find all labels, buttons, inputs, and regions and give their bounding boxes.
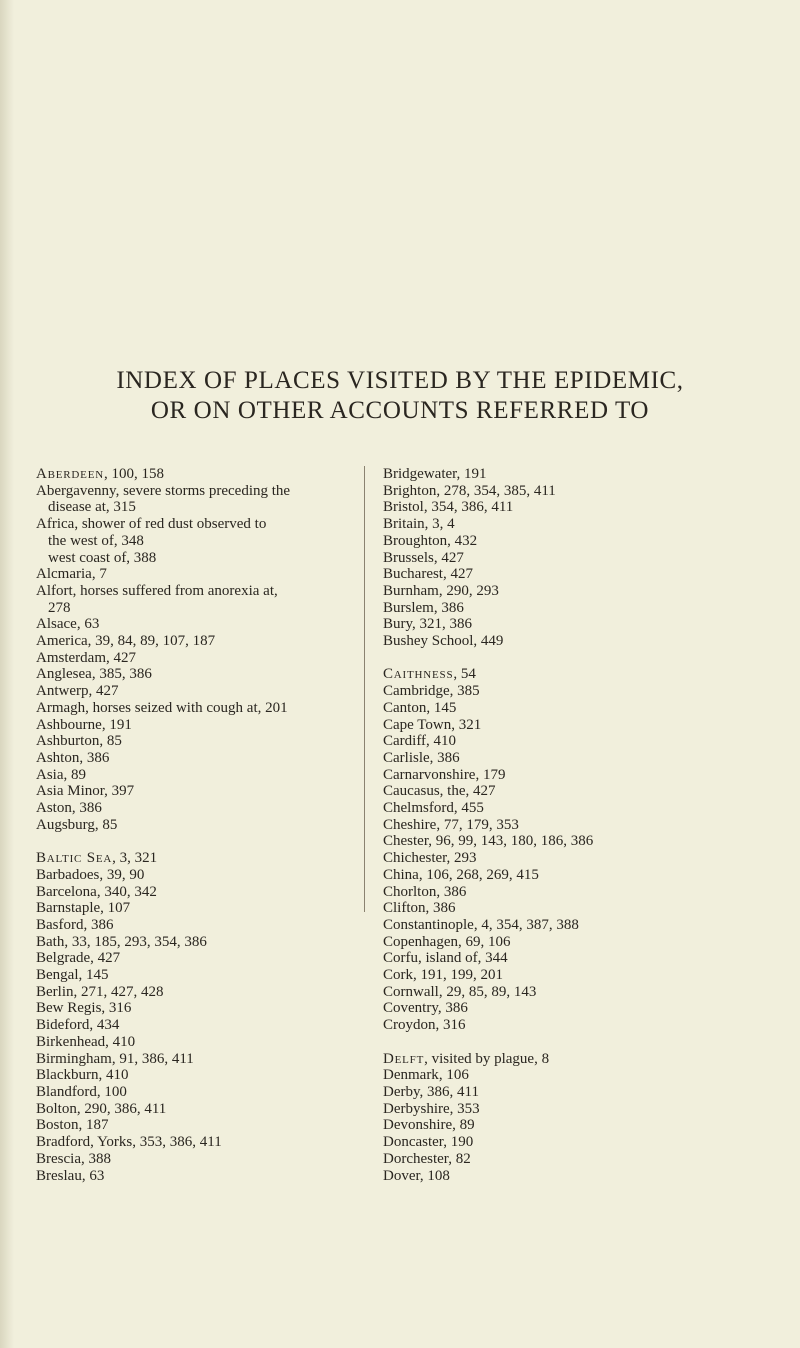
index-entry <box>383 499 783 516</box>
index-entry <box>383 566 783 583</box>
entry-place: Clifton <box>383 900 426 917</box>
index-entry <box>383 700 783 717</box>
entry-details: , 388 <box>80 1150 111 1167</box>
index-entry <box>383 850 783 867</box>
entry-place: Bradford, Yorks <box>36 1134 133 1151</box>
entry-place: Bolton <box>36 1100 77 1117</box>
entry-details: , 179 <box>475 766 506 783</box>
entry-place: Armagh <box>36 699 86 716</box>
index-entry <box>36 1084 356 1101</box>
page-spine-shadow <box>0 0 14 1348</box>
entry-place: Cape Town <box>383 716 452 733</box>
entry-place: Bridgewater <box>383 466 457 482</box>
entry-details: , visited by plague, 8 <box>424 1050 550 1067</box>
entry-place: Derbyshire <box>383 1100 450 1117</box>
entry-place: Burnham <box>383 582 439 599</box>
entry-details: , 39, 84, 89, 107, 187 <box>87 633 216 650</box>
entry-place: Alfort <box>36 582 73 599</box>
index-entry <box>383 1051 783 1068</box>
entry-place: Bengal <box>36 967 79 984</box>
entry-details: , 353, 386, 411 <box>132 1134 222 1151</box>
entry-place: Brescia <box>36 1150 81 1167</box>
entry-place: Cork <box>383 967 413 984</box>
entry-place: Chorlton <box>383 883 437 900</box>
entry-details: , 85 <box>99 733 122 750</box>
entry-continuation: disease at, 315 <box>48 499 136 516</box>
entry-details: , 145 <box>78 967 109 984</box>
index-entry <box>36 666 356 683</box>
entry-place: Alsace <box>36 616 77 633</box>
entry-place: Bristol <box>383 499 424 516</box>
entry-place: Cardiff <box>383 733 427 750</box>
entry-details: , 427 <box>442 566 473 583</box>
index-entry <box>383 666 783 683</box>
entry-details: , 63 <box>81 1167 105 1184</box>
entry-details: , 397 <box>104 783 135 800</box>
entry-details: , 63 <box>76 616 100 633</box>
entry-place: Africa <box>36 516 75 533</box>
entry-details: , 321, 386 <box>412 616 473 633</box>
entry-place: Denmark <box>383 1067 439 1084</box>
entry-details: , 107 <box>100 900 131 917</box>
index-entry <box>36 1067 356 1084</box>
entry-place: China <box>383 866 419 883</box>
entry-place: Caucasus, the <box>383 783 466 800</box>
index-entry <box>383 600 783 617</box>
entry-details: , 385 <box>449 683 480 700</box>
entry-place: Abergavenny <box>36 482 116 499</box>
entry-details: , 410 <box>98 1067 129 1084</box>
index-entry <box>383 750 783 767</box>
index-entry <box>383 533 783 550</box>
index-entry <box>36 750 356 767</box>
index-title-line-2: OR ON OTHER ACCOUNTS REFERRED TO <box>150 397 650 424</box>
entry-place: Belgrade <box>36 950 91 967</box>
index-entry <box>36 1017 356 1034</box>
index-entry <box>36 867 356 884</box>
entry-place: Berlin <box>36 983 74 1000</box>
index-entry <box>383 1084 783 1101</box>
entry-place: Devonshire <box>383 1117 453 1134</box>
entry-details: , 77, 179, 353 <box>436 816 519 833</box>
index-entry <box>36 1000 356 1017</box>
entry-place: Bury <box>383 616 413 633</box>
index-entry <box>36 967 356 984</box>
entry-place: Blackburn <box>36 1067 99 1084</box>
index-entry <box>383 1151 783 1168</box>
entry-place: Birkenhead <box>36 1033 106 1050</box>
entry-details: , 3, 321 <box>112 850 158 867</box>
entry-place: Delft <box>383 1050 425 1067</box>
entry-place: Brussels <box>383 549 434 566</box>
entry-details: , 145 <box>426 699 457 716</box>
entry-subheading: west coast of, 388 <box>48 549 157 566</box>
entry-place: Asia Minor <box>36 783 105 800</box>
index-entry <box>383 934 783 951</box>
index-entry <box>36 1101 356 1118</box>
index-entry <box>383 733 783 750</box>
entry-place: Amsterdam <box>36 649 106 666</box>
entry-place: Burslem <box>383 599 434 616</box>
index-entry <box>36 650 356 667</box>
entry-continuation: the west of, 348 <box>48 532 144 549</box>
entry-place: Bath <box>36 933 65 950</box>
index-entry <box>383 867 783 884</box>
index-entry <box>383 1134 783 1151</box>
entry-place: Ashbourne <box>36 716 102 733</box>
entry-details: , 89 <box>63 766 86 783</box>
entry-details: , 449 <box>473 633 504 650</box>
entry-place: Chester <box>383 833 429 850</box>
entry-place: Dover <box>383 1167 420 1184</box>
entry-details: , 385, 386 <box>91 666 152 683</box>
entry-place: Britain <box>383 516 425 533</box>
entry-details: , island of, 344 <box>418 950 508 967</box>
entry-details: , 278, 354, 385, 411 <box>436 482 556 499</box>
entry-details: , 434 <box>89 1017 120 1034</box>
entry-details: , 432 <box>447 532 478 549</box>
entry-details: , 386 <box>71 800 102 817</box>
index-entry <box>36 516 356 549</box>
index-entry <box>36 984 356 1001</box>
index-entry <box>383 683 783 700</box>
entry-details: , 106 <box>438 1067 469 1084</box>
index-entry <box>383 466 783 483</box>
index-entry <box>383 950 783 967</box>
entry-place: Copenhagen <box>383 933 458 950</box>
entry-place: Aberdeen <box>36 466 104 482</box>
index-entry <box>383 1017 783 1034</box>
index-entry <box>36 1134 356 1151</box>
index-entry <box>383 550 783 567</box>
entry-details: , 410 <box>105 1033 136 1050</box>
entry-details: , 29, 85, 89, 143 <box>438 983 537 1000</box>
entry-details: , 427 <box>88 683 119 700</box>
index-title <box>0 366 800 426</box>
entry-details: , 410 <box>426 733 457 750</box>
index-entry <box>383 483 783 500</box>
index-entry <box>383 1168 783 1185</box>
entry-details: , 386 <box>83 916 114 933</box>
index-entry <box>36 550 356 567</box>
index-entry <box>383 516 783 533</box>
entry-details: , 190 <box>443 1134 474 1151</box>
entry-place: Cambridge <box>383 683 450 700</box>
index-entry <box>36 1151 356 1168</box>
entry-details: , 108 <box>419 1167 450 1184</box>
index-column-left <box>36 466 356 1184</box>
entry-details: , 100 <box>96 1084 127 1100</box>
index-entry <box>383 633 783 650</box>
entry-details: , 191 <box>456 466 487 482</box>
entry-place: Chelmsford <box>383 800 454 817</box>
entry-details: , 386 <box>433 599 464 616</box>
index-entry <box>36 884 356 901</box>
index-entry <box>36 466 356 483</box>
entry-place: Blandford <box>36 1084 97 1100</box>
index-entry <box>36 566 356 583</box>
index-entry <box>36 700 356 717</box>
entry-details: , 427 <box>105 649 136 666</box>
entry-place: Caithness <box>383 666 454 683</box>
entry-details: , horses suffered from anorexia at, <box>72 582 278 599</box>
entry-continuation: 278 <box>48 599 71 616</box>
index-column-right <box>383 466 783 1184</box>
entry-place: Coventry <box>383 1000 438 1017</box>
entry-place: Barnstaple <box>36 900 101 917</box>
entry-details: , 96, 99, 143, 180, 186, 386 <box>428 833 594 850</box>
index-entry <box>383 1101 783 1118</box>
entry-place: Doncaster <box>383 1134 444 1151</box>
entry-details: , 7 <box>91 566 107 583</box>
entry-place: Broughton <box>383 532 448 549</box>
entry-place: Croydon <box>383 1017 436 1034</box>
index-entry <box>36 483 356 516</box>
entry-details: , 427 <box>90 950 121 967</box>
index-entry <box>383 616 783 633</box>
entry-place: Birmingham <box>36 1050 112 1067</box>
index-entry <box>36 900 356 917</box>
index-entry <box>383 833 783 850</box>
entry-details: , 293 <box>446 850 477 867</box>
entry-place: Constantinople <box>383 916 474 933</box>
entry-details: , 455 <box>453 800 484 817</box>
index-entry <box>36 783 356 800</box>
index-entry <box>36 733 356 750</box>
column-divider <box>364 466 365 912</box>
index-entry <box>383 783 783 800</box>
entry-details: , shower of red dust observed to <box>74 516 267 533</box>
index-entry <box>36 917 356 934</box>
entry-details: , 33, 185, 293, 354, 386 <box>64 933 207 950</box>
entry-place: Baltic Sea <box>36 850 113 867</box>
entry-details: , 386 <box>79 749 110 766</box>
entry-place: Brighton <box>383 482 437 499</box>
entry-place: Asia <box>36 766 64 783</box>
index-entry <box>36 950 356 967</box>
entry-details: , 54 <box>453 666 476 683</box>
index-entry <box>36 817 356 834</box>
entry-details: , 316 <box>101 1000 132 1017</box>
entry-details: , 106, 268, 269, 415 <box>418 866 539 883</box>
entry-place: Bushey School <box>383 633 474 650</box>
entry-details: , 191 <box>101 716 132 733</box>
index-entry <box>36 717 356 734</box>
entry-details: , 340, 342 <box>96 883 157 900</box>
entry-details: , 85 <box>94 816 118 833</box>
index-entry <box>36 767 356 784</box>
index-entry <box>383 717 783 734</box>
index-entry <box>36 934 356 951</box>
entry-place: Barcelona <box>36 883 97 900</box>
entry-details: , 82 <box>448 1150 471 1167</box>
entry-place: Ashton <box>36 749 80 766</box>
entry-place: Chichester <box>383 850 447 867</box>
entry-details: , 353 <box>449 1100 480 1117</box>
index-entry <box>383 817 783 834</box>
entry-place: Alcmaria <box>36 566 92 583</box>
entry-details: , 386 <box>429 749 460 766</box>
index-entry <box>36 1117 356 1134</box>
entry-details: , horses seized with cough at, 201 <box>85 699 288 716</box>
index-entry <box>36 1051 356 1068</box>
index-entry <box>383 984 783 1001</box>
entry-details: , 316 <box>435 1017 466 1034</box>
entry-details: , 290, 293 <box>438 582 499 599</box>
entry-details: , 427 <box>465 783 496 800</box>
entry-place: Cheshire <box>383 816 437 833</box>
index-entry <box>383 1117 783 1134</box>
entry-place: Antwerp <box>36 683 89 700</box>
index-entry <box>36 633 356 650</box>
entry-place: Carnarvonshire <box>383 766 476 783</box>
entry-place: Breslau <box>36 1167 82 1184</box>
entry-place: Aston <box>36 800 72 817</box>
index-entry <box>383 884 783 901</box>
entry-place: Dorchester <box>383 1150 449 1167</box>
index-entry <box>383 767 783 784</box>
entry-details: , 187 <box>78 1117 109 1134</box>
index-entry <box>36 616 356 633</box>
index-entry <box>36 1034 356 1051</box>
entry-place: Derby <box>383 1083 420 1100</box>
entry-place: America <box>36 633 88 650</box>
index-entry <box>383 900 783 917</box>
entry-details: , 386 <box>436 883 467 900</box>
index-entry <box>36 800 356 817</box>
index-entry <box>383 967 783 984</box>
entry-place: Ashburton <box>36 733 100 750</box>
index-entry <box>36 850 356 867</box>
entry-place: Anglesea <box>36 666 92 683</box>
index-entry <box>383 800 783 817</box>
entry-details: , 3, 4 <box>424 516 455 533</box>
entry-place: Basford <box>36 916 84 933</box>
entry-details: , severe storms preceding the <box>115 482 291 499</box>
index-title-line-1: INDEX OF PLACES VISITED BY THE EPIDEMIC, <box>116 367 684 394</box>
entry-details: , 386, 411 <box>419 1083 479 1100</box>
entry-details: , 386 <box>425 900 456 917</box>
entry-details: , 386 <box>437 1000 468 1017</box>
entry-details: , 39, 90 <box>99 866 145 883</box>
entry-place: Boston <box>36 1117 79 1134</box>
entry-details: , 354, 386, 411 <box>423 499 514 516</box>
entry-place: Canton <box>383 699 427 716</box>
index-entry <box>383 583 783 600</box>
index-entry <box>383 917 783 934</box>
entry-details: , 271, 427, 428 <box>73 983 164 1000</box>
entry-place: Carlisle <box>383 749 430 766</box>
index-entry <box>36 1168 356 1185</box>
entry-details: , 321 <box>451 716 482 733</box>
entry-details: , 91, 386, 411 <box>111 1050 194 1067</box>
entry-details: , 191, 199, 201 <box>413 967 503 984</box>
index-entry <box>36 683 356 700</box>
entry-details: , 290, 386, 411 <box>76 1100 167 1117</box>
entry-details: , 100, 158 <box>103 466 164 482</box>
entry-place: Corfu <box>383 950 418 967</box>
entry-place: Bew Regis <box>36 1000 102 1017</box>
entry-place: Bucharest <box>383 566 443 583</box>
entry-place: Cornwall <box>383 983 439 1000</box>
index-entry <box>36 583 356 616</box>
index-entry <box>383 1000 783 1017</box>
entry-details: , 89 <box>452 1117 475 1134</box>
entry-details: , 69, 106 <box>457 933 511 950</box>
entry-place: Barbadoes <box>36 866 100 883</box>
entry-details: , 427 <box>433 549 464 566</box>
index-entry <box>383 1067 783 1084</box>
entry-place: Bideford <box>36 1017 90 1034</box>
entry-place: Augsburg <box>36 816 95 833</box>
entry-details: , 4, 354, 387, 388 <box>473 916 579 933</box>
